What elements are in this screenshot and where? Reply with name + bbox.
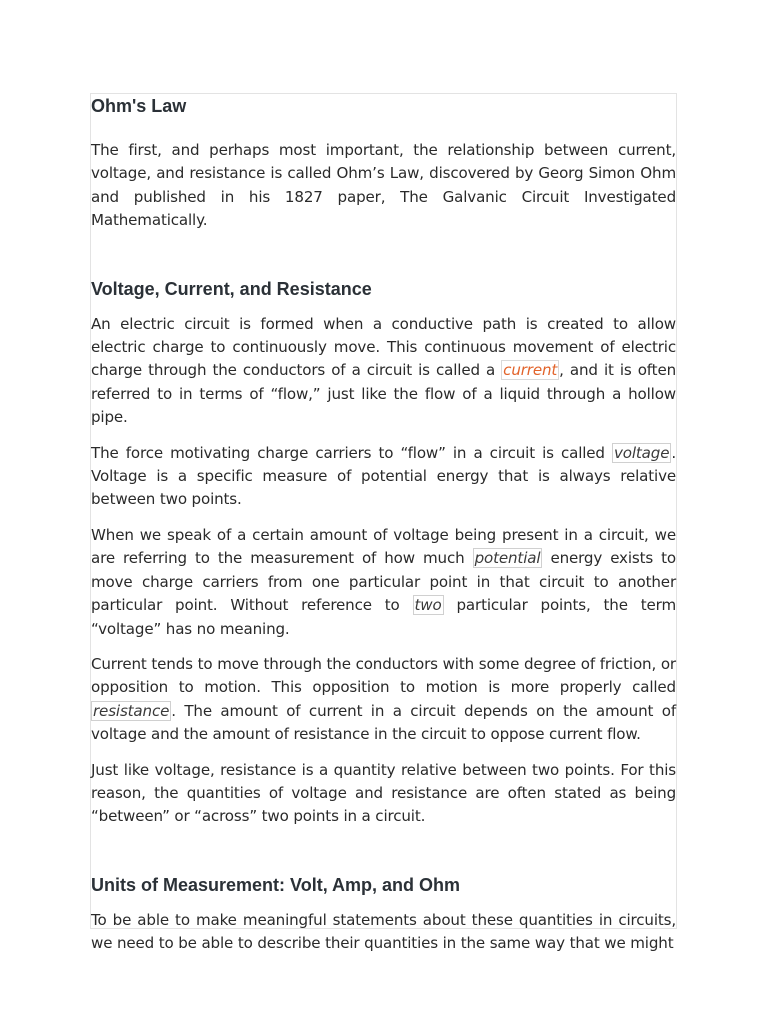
- paragraph-text: Current tends to move through the conductors with some degree of friction, or opposition to motion. This opposition to motion is more properly called: [91, 654, 676, 697]
- paragraph-voltage: [91, 442, 676, 512]
- document-title: Ohm's Law: [91, 96, 187, 116]
- document-page: [90, 93, 677, 953]
- paragraph-text: , and it is often referred to in terms of “flow,” just like the flow of a liquid through a hollow pipe.: [91, 361, 676, 427]
- term-resistance: resistance: [93, 701, 170, 720]
- paragraph-units: To be able to make meaningful statements about these quantities in circuits, we need to be able to describe their quantities in the same way that we might: [91, 910, 676, 953]
- paragraph-resistance: [91, 653, 676, 747]
- paragraph-text: energy exists to move charge carriers from one particular point in that circuit to another particular point. Without reference to: [91, 549, 676, 615]
- document-content: [91, 95, 676, 956]
- paragraph-text: . Voltage is a specific measure of potential energy that is always relative between two points.: [91, 443, 676, 509]
- section-heading-voltage-current-resistance: Voltage, Current, and Resistance: [91, 278, 372, 299]
- term-two: two: [414, 596, 442, 615]
- section-heading-units: Units of Measurement: Volt, Amp, and Ohm: [91, 874, 461, 895]
- paragraph-text: When we speak of a certain amount of voltage being present in a circuit, we are referring to the measurement of how much: [91, 525, 676, 568]
- paragraph-text: . The amount of current in a circuit depends on the amount of voltage and the amount of resistance in the circuit to oppose current flow.: [91, 701, 676, 744]
- term-current-link[interactable]: current: [503, 361, 558, 380]
- paragraph-text: The force motivating charge carriers to “flow” in a circuit is called: [91, 443, 612, 462]
- paragraph-potential: [91, 524, 676, 641]
- term-voltage: voltage: [613, 443, 670, 462]
- intro-paragraph: The first, and perhaps most important, the relationship between current, voltage, and resistance is called Ohm’s Law, discovered by Georg Simon Ohm and published in his 1827 paper, The Galvanic Circuit Investigated Mathematically.: [91, 141, 676, 230]
- paragraph-text: particular points, the term “voltage” has no meaning.: [91, 596, 676, 638]
- paragraph-text: An electric circuit is formed when a conductive path is created to allow electric charge to continuously move. This continuous movement of electric charge through the conductors of a circuit is called a: [91, 314, 676, 380]
- term-potential: potential: [474, 549, 541, 568]
- paragraph-between-points: Just like voltage, resistance is a quantity relative between two points. For this reason, the quantities of voltage and resistance are often stated as being “between” or “across” two points in a circuit.: [91, 760, 676, 826]
- paragraph-circuit: [91, 313, 676, 430]
